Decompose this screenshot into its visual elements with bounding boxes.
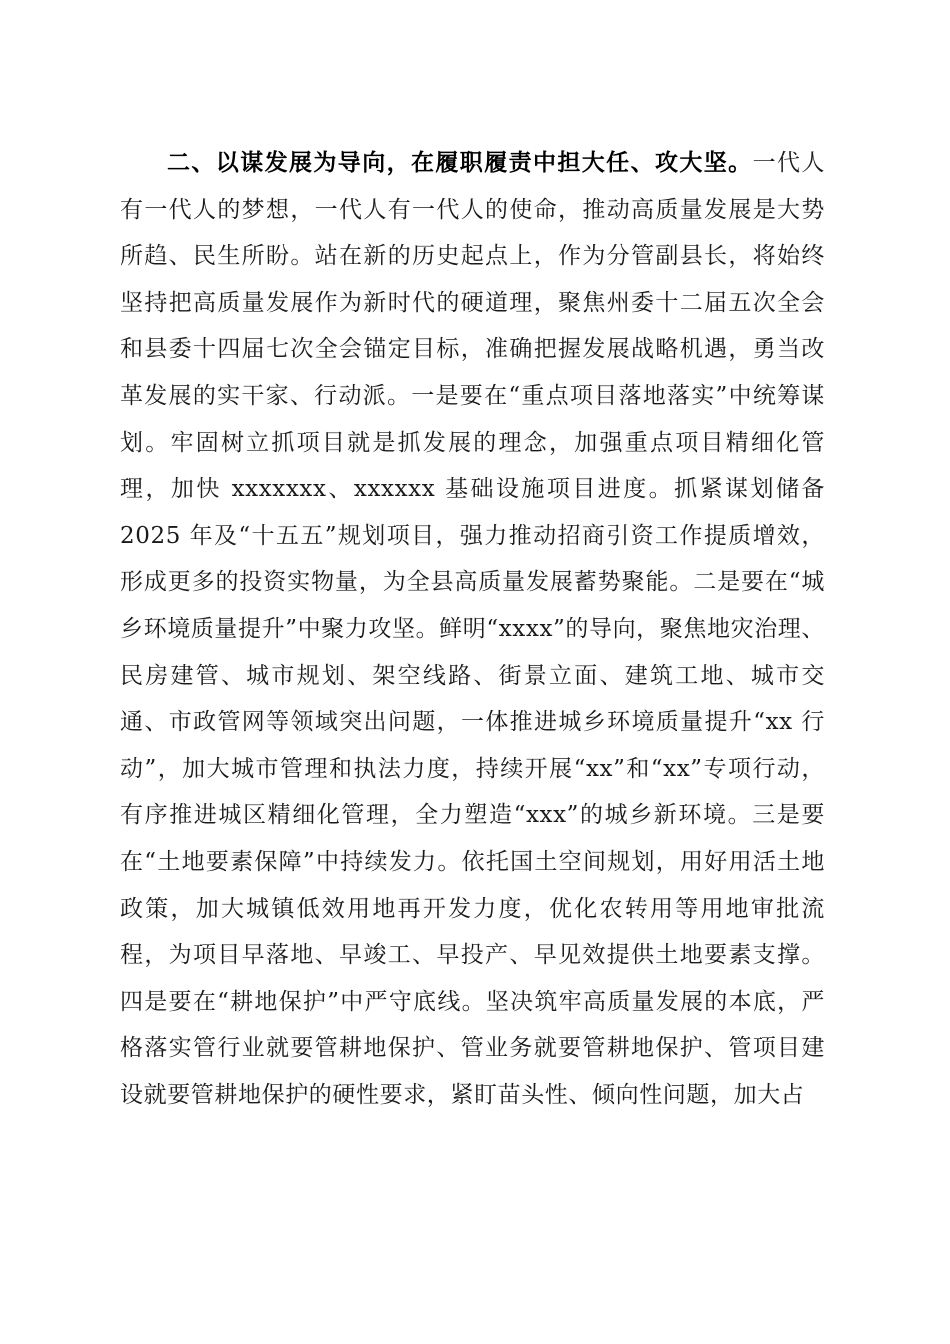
section-heading: 二、以谋发展为导向，在履职履责中担大任、攻大坚。 — [167, 149, 753, 176]
paragraph-text: 一代人有一代人的梦想，一代人有一代人的使命，推动高质量发展是大势所趋、民生所盼。站在新的历史起点上，作为分管副县长，将始终坚持把高质量发展作为新时代的硬道理，聚焦州委十二届五次全会和县委十四届七次全会锚定目标，准确把握发展战略机遇，勇当改革发展的实干家、行动派。一是要在“重点项目落地落实”中统筹谋划。牢固树立抓项目就是抓发展的理念，加强重点项目精细化管理，加快 xxxxxxx、xxxxxx 基础设施项目进度。抓紧谋划储备 2025 年及“十五五”规划项目，强力推动招商引资工作提质增效，形成更多的投资实物量，为全县高质量发展蓄势聚能。二是要在“城乡环境质量提升”中聚力攻坚。鲜明“xxxx”的导向，聚焦地灾治理、民房建管、城市规划、架空线路、街景立面、建筑工地、城市交通、市政管网等领域突出问题，一体推进城乡环境质量提升“xx 行动”，加大城市管理和执法力度，持续开展“xx”和“xx”专项行动，有序推进城区精细化管理，全力塑造“xxx”的城乡新环境。三是要在“土地要素保障”中持续发力。依托国土空间规划，用好用活土地政策，加大城镇低效用地再开发力度，优化农转用等用地审批流程，为项目早落地、早竣工、早投产、早见效提供土地要素支撑。四是要在“耕地保护”中严守底线。坚决筑牢高质量发展的本底，严格落实管行业就要管耕地保护、管业务就要管耕地保护、管项目建设就要管耕地保护的硬性要求，紧盯苗头性、倾向性问题，加大占 — [120, 150, 825, 1108]
body-paragraph — [120, 140, 825, 1118]
